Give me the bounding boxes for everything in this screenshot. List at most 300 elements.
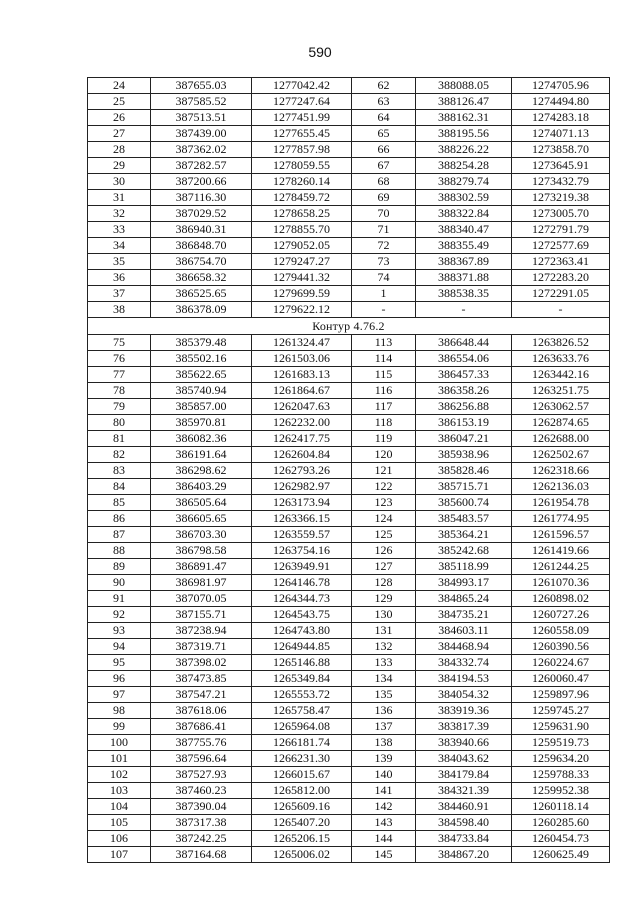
x-coordinate-cell: 386191.64 [151,447,252,463]
page-number: 590 [308,44,332,60]
point-number-cell: 100 [88,735,151,751]
point-number-cell: 91 [88,591,151,607]
x-coordinate-cell: 387473.85 [151,671,252,687]
y-coordinate-cell: 1259745.27 [512,703,610,719]
point-number-cell: 64 [352,110,416,126]
point-number-cell: 137 [352,719,416,735]
table-row [88,767,610,783]
x-coordinate-cell: 385118.99 [416,559,512,575]
point-number-cell: 131 [352,623,416,639]
y-coordinate-cell: 1260285.60 [512,815,610,831]
x-coordinate-cell: 385242.68 [416,543,512,559]
y-coordinate-cell: 1272577.69 [512,238,610,254]
y-coordinate-cell: 1261070.36 [512,575,610,591]
point-number-cell: 105 [88,815,151,831]
y-coordinate-cell: 1260558.09 [512,623,610,639]
x-coordinate-cell: 388195.56 [416,126,512,142]
point-number-cell: 136 [352,703,416,719]
point-number-cell: 72 [352,238,416,254]
point-number-cell: 121 [352,463,416,479]
y-coordinate-cell: 1274494.80 [512,94,610,110]
table-row [88,431,610,447]
table-row [88,623,610,639]
x-coordinate-cell: 387596.64 [151,751,252,767]
point-number-cell: 119 [352,431,416,447]
x-coordinate-cell: 387362.02 [151,142,252,158]
x-coordinate-cell: 385828.46 [416,463,512,479]
coordinates-table [87,77,610,863]
y-coordinate-cell: 1273645.91 [512,158,610,174]
point-number-cell: 87 [88,527,151,543]
table-row [88,206,610,222]
y-coordinate-cell: 1279052.05 [252,238,352,254]
point-number-cell: 133 [352,655,416,671]
table-row [88,527,610,543]
point-number-cell: 103 [88,783,151,799]
table-row [88,655,610,671]
point-number-cell: 145 [352,847,416,863]
y-coordinate-cell: 1261683.13 [252,367,352,383]
x-coordinate-cell: 387029.52 [151,206,252,222]
table-row [88,719,610,735]
y-coordinate-cell: 1266015.67 [252,767,352,783]
table-row [88,479,610,495]
y-coordinate-cell: 1262874.65 [512,415,610,431]
x-coordinate-cell: 388367.89 [416,254,512,270]
point-number-cell: 77 [88,367,151,383]
y-coordinate-cell: 1277655.45 [252,126,352,142]
y-coordinate-cell: 1263251.75 [512,383,610,399]
point-number-cell: 142 [352,799,416,815]
y-coordinate-cell: 1278658.25 [252,206,352,222]
x-coordinate-cell: 387460.23 [151,783,252,799]
x-coordinate-cell: 384460.91 [416,799,512,815]
x-coordinate-cell: 387686.41 [151,719,252,735]
x-coordinate-cell: 387585.52 [151,94,252,110]
table-row [88,415,610,431]
point-number-cell: 135 [352,687,416,703]
y-coordinate-cell: 1265812.00 [252,783,352,799]
x-coordinate-cell: 386082.36 [151,431,252,447]
x-coordinate-cell: 384194.53 [416,671,512,687]
point-number-cell: 79 [88,399,151,415]
table-row [88,703,610,719]
table-row [88,302,610,318]
table-row [88,799,610,815]
x-coordinate-cell: 386358.26 [416,383,512,399]
point-number-cell: 28 [88,142,151,158]
x-coordinate-cell: 386256.88 [416,399,512,415]
y-coordinate-cell: 1265609.16 [252,799,352,815]
point-number-cell: 104 [88,799,151,815]
point-number-cell: 88 [88,543,151,559]
y-coordinate-cell: 1272791.79 [512,222,610,238]
point-number-cell: 34 [88,238,151,254]
x-coordinate-cell: 384867.20 [416,847,512,863]
point-number-cell: 24 [88,78,151,94]
x-coordinate-cell: 385970.81 [151,415,252,431]
y-coordinate-cell: 1272283.20 [512,270,610,286]
y-coordinate-cell: - [512,302,610,318]
y-coordinate-cell: 1262604.84 [252,447,352,463]
table-row [88,607,610,623]
table-row [88,591,610,607]
y-coordinate-cell: 1264344.73 [252,591,352,607]
point-number-cell: 122 [352,479,416,495]
x-coordinate-cell: 385379.48 [151,335,252,351]
table-row [88,78,610,94]
y-coordinate-cell: 1266231.30 [252,751,352,767]
x-coordinate-cell: 385857.00 [151,399,252,415]
x-coordinate-cell: 386658.32 [151,270,252,286]
point-number-cell: 36 [88,270,151,286]
point-number-cell: 82 [88,447,151,463]
y-coordinate-cell: 1265964.08 [252,719,352,735]
y-coordinate-cell: 1278059.55 [252,158,352,174]
point-number-cell: 99 [88,719,151,735]
section-title: Контур 4.76.2 [88,318,610,335]
table-row [88,367,610,383]
table-row [88,94,610,110]
x-coordinate-cell: 387238.94 [151,623,252,639]
point-number-cell: 117 [352,399,416,415]
y-coordinate-cell: 1260625.49 [512,847,610,863]
point-number-cell: 129 [352,591,416,607]
y-coordinate-cell: 1259952.38 [512,783,610,799]
point-number-cell: 124 [352,511,416,527]
x-coordinate-cell: 388538.35 [416,286,512,302]
point-number-cell: 132 [352,639,416,655]
y-coordinate-cell: 1259631.90 [512,719,610,735]
x-coordinate-cell: 384598.40 [416,815,512,831]
x-coordinate-cell: 387317.38 [151,815,252,831]
point-number-cell: 138 [352,735,416,751]
table-row [88,110,610,126]
x-coordinate-cell: 386605.65 [151,511,252,527]
point-number-cell: 67 [352,158,416,174]
y-coordinate-cell: 1261503.06 [252,351,352,367]
point-number-cell: 127 [352,559,416,575]
point-number-cell: 69 [352,190,416,206]
table-row [88,238,610,254]
point-number-cell: 140 [352,767,416,783]
point-number-cell: 71 [352,222,416,238]
x-coordinate-cell: 385938.96 [416,447,512,463]
y-coordinate-cell: 1272363.41 [512,254,610,270]
table-row [88,687,610,703]
y-coordinate-cell: 1259634.20 [512,751,610,767]
y-coordinate-cell: 1277857.98 [252,142,352,158]
x-coordinate-cell: 387547.21 [151,687,252,703]
x-coordinate-cell: 387439.00 [151,126,252,142]
y-coordinate-cell: 1263754.16 [252,543,352,559]
y-coordinate-cell: 1263366.15 [252,511,352,527]
point-number-cell: 128 [352,575,416,591]
x-coordinate-cell: 387527.93 [151,767,252,783]
y-coordinate-cell: 1273432.79 [512,174,610,190]
x-coordinate-cell: 388340.47 [416,222,512,238]
point-number-cell: 120 [352,447,416,463]
y-coordinate-cell: 1259788.33 [512,767,610,783]
contour-rows-lower [88,335,610,863]
table-row [88,190,610,206]
point-number-cell: 31 [88,190,151,206]
y-coordinate-cell: 1261244.25 [512,559,610,575]
y-coordinate-cell: 1263826.52 [512,335,610,351]
y-coordinate-cell: 1265349.84 [252,671,352,687]
point-number-cell: 90 [88,575,151,591]
point-number-cell: 68 [352,174,416,190]
point-number-cell: 134 [352,671,416,687]
point-number-cell: 37 [88,286,151,302]
y-coordinate-cell: 1262688.00 [512,431,610,447]
x-coordinate-cell: 386298.62 [151,463,252,479]
x-coordinate-cell: 384043.62 [416,751,512,767]
point-number-cell: 76 [88,351,151,367]
point-number-cell: 141 [352,783,416,799]
y-coordinate-cell: 1262502.67 [512,447,610,463]
y-coordinate-cell: 1261954.78 [512,495,610,511]
x-coordinate-cell: 387755.76 [151,735,252,751]
y-coordinate-cell: 1263173.94 [252,495,352,511]
x-coordinate-cell: 384735.21 [416,607,512,623]
point-number-cell: 116 [352,383,416,399]
y-coordinate-cell: 1263949.91 [252,559,352,575]
x-coordinate-cell: 387116.30 [151,190,252,206]
point-number-cell: 94 [88,639,151,655]
x-coordinate-cell: 385600.74 [416,495,512,511]
x-coordinate-cell: 386047.21 [416,431,512,447]
x-coordinate-cell: 387155.71 [151,607,252,623]
point-number-cell: 86 [88,511,151,527]
x-coordinate-cell: 387164.68 [151,847,252,863]
point-number-cell: 123 [352,495,416,511]
x-coordinate-cell: 386891.47 [151,559,252,575]
y-coordinate-cell: 1273858.70 [512,142,610,158]
y-coordinate-cell: 1262318.66 [512,463,610,479]
x-coordinate-cell: 386403.29 [151,479,252,495]
point-number-cell: 126 [352,543,416,559]
y-coordinate-cell: 1279247.27 [252,254,352,270]
x-coordinate-cell: 384468.94 [416,639,512,655]
point-number-cell: 30 [88,174,151,190]
x-coordinate-cell: 386457.33 [416,367,512,383]
y-coordinate-cell: 1264743.80 [252,623,352,639]
y-coordinate-cell: 1260060.47 [512,671,610,687]
y-coordinate-cell: 1262793.26 [252,463,352,479]
point-number-cell: 27 [88,126,151,142]
table-row [88,543,610,559]
point-number-cell: 102 [88,767,151,783]
y-coordinate-cell: 1265006.02 [252,847,352,863]
x-coordinate-cell: 386703.30 [151,527,252,543]
section-row-container [88,318,610,335]
y-coordinate-cell: 1262982.97 [252,479,352,495]
point-number-cell: 139 [352,751,416,767]
x-coordinate-cell: 387282.57 [151,158,252,174]
point-number-cell: 1 [352,286,416,302]
x-coordinate-cell: 387070.05 [151,591,252,607]
y-coordinate-cell: 1263559.57 [252,527,352,543]
x-coordinate-cell: 388162.31 [416,110,512,126]
point-number-cell: 78 [88,383,151,399]
y-coordinate-cell: 1261419.66 [512,543,610,559]
point-number-cell: 33 [88,222,151,238]
y-coordinate-cell: 1260727.26 [512,607,610,623]
y-coordinate-cell: 1263062.57 [512,399,610,415]
x-coordinate-cell: 385715.71 [416,479,512,495]
x-coordinate-cell: 388254.28 [416,158,512,174]
point-number-cell: 75 [88,335,151,351]
y-coordinate-cell: 1273005.70 [512,206,610,222]
y-coordinate-cell: 1265206.15 [252,831,352,847]
y-coordinate-cell: 1261774.95 [512,511,610,527]
table-row [88,254,610,270]
x-coordinate-cell: 384321.39 [416,783,512,799]
x-coordinate-cell: 386798.58 [151,543,252,559]
x-coordinate-cell: 383940.66 [416,735,512,751]
contour-rows-upper [88,78,610,318]
point-number-cell: 66 [352,142,416,158]
table-row [88,158,610,174]
x-coordinate-cell: 385740.94 [151,383,252,399]
table-row [88,335,610,351]
point-number-cell: 93 [88,623,151,639]
x-coordinate-cell: 388355.49 [416,238,512,254]
point-number-cell: 83 [88,463,151,479]
y-coordinate-cell: 1277247.64 [252,94,352,110]
x-coordinate-cell: 386648.44 [416,335,512,351]
x-coordinate-cell: 384865.24 [416,591,512,607]
section-header-row [88,318,610,335]
point-number-cell: 113 [352,335,416,351]
point-number-cell: 84 [88,479,151,495]
point-number-cell: 97 [88,687,151,703]
table-row [88,142,610,158]
x-coordinate-cell: 387398.02 [151,655,252,671]
x-coordinate-cell: 386754.70 [151,254,252,270]
y-coordinate-cell: 1259519.73 [512,735,610,751]
y-coordinate-cell: 1260224.67 [512,655,610,671]
table-row [88,671,610,687]
x-coordinate-cell: 387242.25 [151,831,252,847]
y-coordinate-cell: 1279622.12 [252,302,352,318]
y-coordinate-cell: 1262136.03 [512,479,610,495]
y-coordinate-cell: 1262417.75 [252,431,352,447]
y-coordinate-cell: 1274071.13 [512,126,610,142]
y-coordinate-cell: 1261596.57 [512,527,610,543]
table-row [88,270,610,286]
table-row [88,286,610,302]
y-coordinate-cell: 1274705.96 [512,78,610,94]
y-coordinate-cell: 1260390.56 [512,639,610,655]
y-coordinate-cell: 1265407.20 [252,815,352,831]
table-row [88,463,610,479]
x-coordinate-cell: 384054.32 [416,687,512,703]
x-coordinate-cell: 386848.70 [151,238,252,254]
x-coordinate-cell: 388126.47 [416,94,512,110]
y-coordinate-cell: 1279699.59 [252,286,352,302]
table-row [88,511,610,527]
point-number-cell: 29 [88,158,151,174]
y-coordinate-cell: 1278459.72 [252,190,352,206]
y-coordinate-cell: 1264944.85 [252,639,352,655]
table-row [88,399,610,415]
point-number-cell: 118 [352,415,416,431]
x-coordinate-cell: 386153.19 [416,415,512,431]
point-number-cell: 143 [352,815,416,831]
x-coordinate-cell: 388371.88 [416,270,512,286]
y-coordinate-cell: 1265146.88 [252,655,352,671]
x-coordinate-cell: 386505.64 [151,495,252,511]
table-row [88,222,610,238]
point-number-cell: 107 [88,847,151,863]
table-row [88,174,610,190]
y-coordinate-cell: 1260118.14 [512,799,610,815]
point-number-cell: 96 [88,671,151,687]
table-row [88,783,610,799]
point-number-cell: 65 [352,126,416,142]
x-coordinate-cell: 384993.17 [416,575,512,591]
y-coordinate-cell: 1272291.05 [512,286,610,302]
point-number-cell: 74 [352,270,416,286]
table-row [88,126,610,142]
x-coordinate-cell: 387319.71 [151,639,252,655]
table-row [88,495,610,511]
table-row [88,383,610,399]
point-number-cell: 35 [88,254,151,270]
point-number-cell: 26 [88,110,151,126]
y-coordinate-cell: 1265553.72 [252,687,352,703]
x-coordinate-cell: 385502.16 [151,351,252,367]
point-number-cell: 80 [88,415,151,431]
y-coordinate-cell: 1277042.42 [252,78,352,94]
y-coordinate-cell: 1261324.47 [252,335,352,351]
x-coordinate-cell: 384179.84 [416,767,512,783]
y-coordinate-cell: 1264543.75 [252,607,352,623]
x-coordinate-cell: 384733.84 [416,831,512,847]
point-number-cell: 95 [88,655,151,671]
x-coordinate-cell: 385483.57 [416,511,512,527]
y-coordinate-cell: 1262232.00 [252,415,352,431]
point-number-cell: 114 [352,351,416,367]
x-coordinate-cell: 386378.09 [151,302,252,318]
x-coordinate-cell: 387390.04 [151,799,252,815]
y-coordinate-cell: 1260454.73 [512,831,610,847]
point-number-cell: 115 [352,367,416,383]
point-number-cell: 101 [88,751,151,767]
point-number-cell: 89 [88,559,151,575]
x-coordinate-cell: 388279.74 [416,174,512,190]
table-row [88,351,610,367]
x-coordinate-cell: 388088.05 [416,78,512,94]
y-coordinate-cell: 1259897.96 [512,687,610,703]
x-coordinate-cell: 387200.66 [151,174,252,190]
point-number-cell: 70 [352,206,416,222]
x-coordinate-cell: - [416,302,512,318]
x-coordinate-cell: 386525.65 [151,286,252,302]
y-coordinate-cell: 1278855.70 [252,222,352,238]
x-coordinate-cell: 383817.39 [416,719,512,735]
table-row [88,751,610,767]
point-number-cell: 85 [88,495,151,511]
y-coordinate-cell: 1265758.47 [252,703,352,719]
point-number-cell: 125 [352,527,416,543]
point-number-cell: 92 [88,607,151,623]
y-coordinate-cell: 1260898.02 [512,591,610,607]
table-row [88,447,610,463]
point-number-cell: 81 [88,431,151,447]
